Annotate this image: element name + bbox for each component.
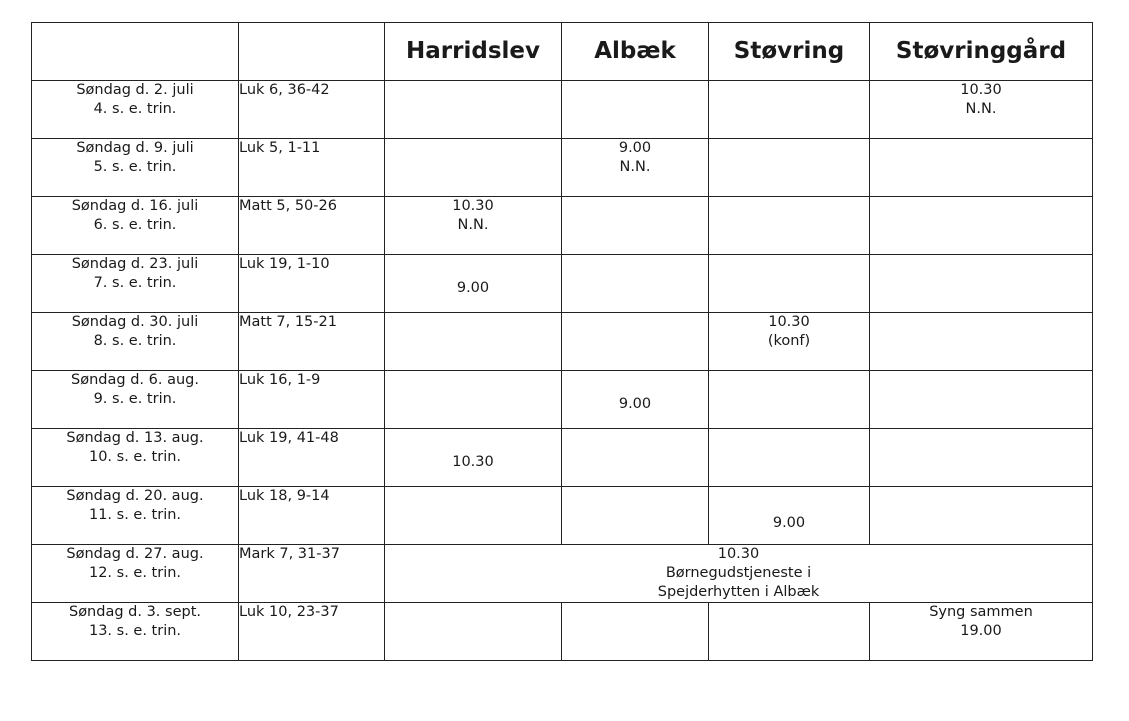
albaek-cell [562, 603, 709, 661]
date-cell [32, 313, 239, 371]
service-priest: N.N. [619, 159, 651, 175]
service-time: 9.00 [618, 140, 652, 156]
date-cell [32, 487, 239, 545]
header-harridslev: Harridslev [385, 23, 562, 81]
harridslev-cell [385, 139, 562, 197]
service-time: 10.30 [452, 198, 494, 214]
table-row [32, 81, 1093, 139]
harridslev-cell [385, 197, 562, 255]
stovringgaard-cell [870, 139, 1093, 197]
scripture-text: Luk 10, 23-37 [239, 603, 385, 661]
stovringgaard-cell [870, 429, 1093, 487]
service-time: 9.00 [618, 396, 652, 412]
albaek-cell [562, 371, 709, 429]
date-cell [32, 139, 239, 197]
liturgical-sunday: 9. s. e. trin. [93, 391, 177, 407]
liturgical-sunday: 7. s. e. trin. [93, 275, 177, 291]
liturgical-sunday: 8. s. e. trin. [93, 333, 177, 349]
service-date: Søndag d. 2. juli [76, 82, 194, 98]
date-cell [32, 81, 239, 139]
service-time: 19.00 [960, 623, 1002, 639]
scripture-text: Luk 19, 1-10 [239, 255, 385, 313]
date-cell [32, 255, 239, 313]
stovringgaard-cell [870, 313, 1093, 371]
service-description: Syng sammen [929, 604, 1033, 620]
stovringgaard-cell [870, 81, 1093, 139]
service-time: 10.30 [452, 454, 494, 470]
harridslev-cell [385, 371, 562, 429]
service-time: 9.00 [456, 280, 490, 296]
albaek-cell [562, 255, 709, 313]
service-note: (konf) [767, 333, 811, 349]
albaek-cell [562, 429, 709, 487]
service-priest: N.N. [965, 101, 997, 117]
service-date: Søndag d. 13. aug. [66, 430, 204, 446]
stovring-cell [709, 255, 870, 313]
albaek-cell [562, 197, 709, 255]
harridslev-cell [385, 313, 562, 371]
stovring-cell [709, 487, 870, 545]
table-row [32, 603, 1093, 661]
service-date: Søndag d. 16. juli [71, 198, 199, 214]
stovring-cell [709, 81, 870, 139]
service-date: Søndag d. 3. sept. [68, 604, 201, 620]
scripture-text: Luk 19, 41-48 [239, 429, 385, 487]
service-time: 9.00 [772, 515, 806, 531]
church-service-schedule-table [31, 22, 1093, 661]
scripture-text: Luk 5, 1-11 [239, 139, 385, 197]
service-date: Søndag d. 30. juli [71, 314, 199, 330]
table-row [32, 371, 1093, 429]
header-stovringgaard: Støvringgård [870, 23, 1093, 81]
liturgical-sunday: 10. s. e. trin. [88, 449, 182, 465]
date-cell [32, 197, 239, 255]
header-date [32, 23, 239, 81]
harridslev-cell [385, 429, 562, 487]
albaek-cell [562, 487, 709, 545]
liturgical-sunday: 12. s. e. trin. [88, 565, 182, 581]
table-row [32, 487, 1093, 545]
scripture-text: Luk 16, 1-9 [239, 371, 385, 429]
albaek-cell [562, 313, 709, 371]
table-row [32, 313, 1093, 371]
stovringgaard-cell [870, 371, 1093, 429]
joint-service-cell [385, 545, 1093, 603]
scripture-text: Matt 7, 15-21 [239, 313, 385, 371]
scripture-text: Luk 18, 9-14 [239, 487, 385, 545]
table-row [32, 545, 1093, 603]
stovring-cell [709, 603, 870, 661]
stovring-cell [709, 429, 870, 487]
scripture-text: Matt 5, 50-26 [239, 197, 385, 255]
albaek-cell [562, 81, 709, 139]
table-row [32, 197, 1093, 255]
date-cell [32, 603, 239, 661]
service-date: Søndag d. 23. juli [71, 256, 199, 272]
header-text [239, 23, 385, 81]
service-date: Søndag d. 6. aug. [71, 372, 199, 388]
header-row [32, 23, 1093, 81]
stovringgaard-cell [870, 487, 1093, 545]
service-date: Søndag d. 20. aug. [66, 488, 204, 504]
scripture-text: Mark 7, 31-37 [239, 545, 385, 603]
service-time: 10.30 [960, 82, 1002, 98]
service-date: Søndag d. 9. juli [76, 140, 194, 156]
stovring-cell [709, 139, 870, 197]
scripture-text: Luk 6, 36-42 [239, 81, 385, 139]
stovring-cell [709, 371, 870, 429]
stovringgaard-cell [870, 255, 1093, 313]
harridslev-cell [385, 255, 562, 313]
stovringgaard-cell [870, 197, 1093, 255]
service-time: 10.30 [717, 546, 760, 562]
harridslev-cell [385, 603, 562, 661]
service-time: 10.30 [768, 314, 810, 330]
stovringgaard-cell [870, 603, 1093, 661]
service-description: Børnegudstjeneste i [665, 565, 812, 581]
liturgical-sunday: 6. s. e. trin. [93, 217, 177, 233]
harridslev-cell [385, 81, 562, 139]
liturgical-sunday: 13. s. e. trin. [88, 623, 182, 639]
date-cell [32, 545, 239, 603]
date-cell [32, 429, 239, 487]
service-priest: N.N. [457, 217, 489, 233]
stovring-cell [709, 197, 870, 255]
table-row [32, 139, 1093, 197]
date-cell [32, 371, 239, 429]
liturgical-sunday: 11. s. e. trin. [88, 507, 182, 523]
harridslev-cell [385, 487, 562, 545]
table-row [32, 255, 1093, 313]
liturgical-sunday: 5. s. e. trin. [93, 159, 177, 175]
service-date: Søndag d. 27. aug. [66, 546, 204, 562]
liturgical-sunday: 4. s. e. trin. [93, 101, 177, 117]
stovring-cell [709, 313, 870, 371]
header-stovring: Støvring [709, 23, 870, 81]
albaek-cell [562, 139, 709, 197]
header-albaek: Albæk [562, 23, 709, 81]
service-location: Spejderhytten i Albæk [657, 584, 820, 600]
table-row [32, 429, 1093, 487]
